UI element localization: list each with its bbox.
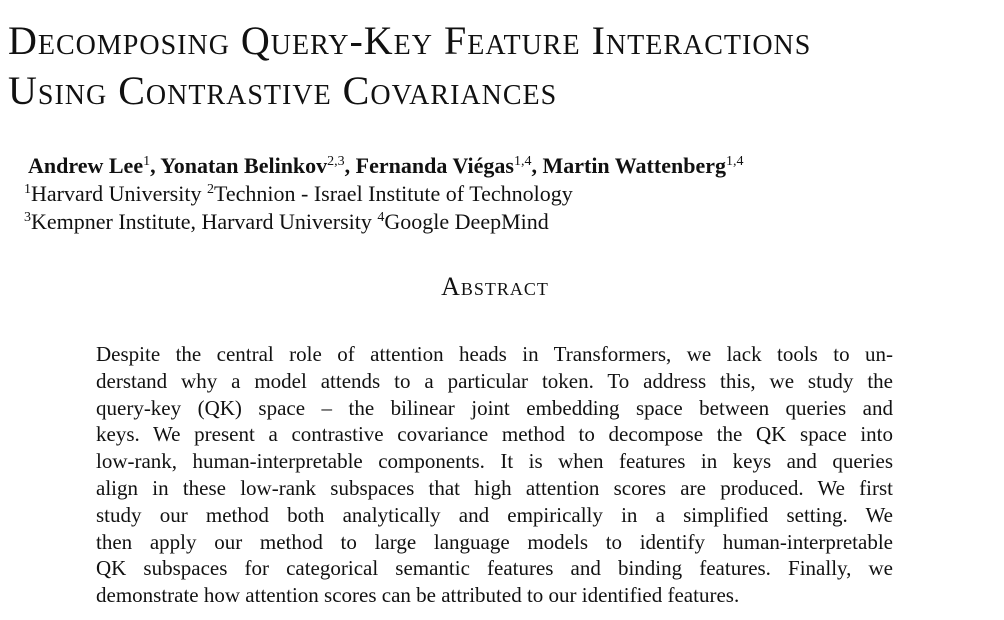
abstract-line: query-key (QK) space – the bilinear joint embedding space between queries and xyxy=(96,395,893,420)
abstract-body xyxy=(96,341,893,609)
abstract-line: then apply our method to large language models to identify human-interpretable xyxy=(96,529,893,554)
abstract-line: derstand why a model attends to a particular token. To address this, we study the xyxy=(96,368,893,393)
affiliation-number: 3 xyxy=(24,210,31,225)
affiliation-number: 4 xyxy=(377,210,385,225)
affiliation-name: Google DeepMind xyxy=(384,209,549,234)
abstract-line: demonstrate how attention scores can be attributed to our identified features. xyxy=(96,583,740,608)
abstract-line: Despite the central role of attention heads in Transformers, we lack tools to un- xyxy=(96,342,893,366)
abstract-line: keys. We present a contrastive covariance method to decompose the QK space into xyxy=(96,422,893,447)
affiliation-line xyxy=(24,208,549,236)
title-line: Decomposing Query-Key Feature Interactions xyxy=(8,18,812,63)
affiliation-number: 1 xyxy=(24,182,31,197)
abstract-line: study our method both analytically and empirically in a simplified setting. We xyxy=(96,502,893,527)
affiliation-number: 2 xyxy=(206,182,214,197)
author-affiliation-marker: 1,4 xyxy=(513,154,532,169)
affiliation-line xyxy=(24,180,573,208)
paper-title xyxy=(8,16,998,116)
author-separator: , xyxy=(344,153,356,178)
affiliation-name: Harvard University xyxy=(31,181,202,206)
author-name: Andrew Lee xyxy=(28,153,144,178)
abstract-heading: Abstract xyxy=(441,272,549,301)
author-affiliation-marker: 1 xyxy=(143,154,151,169)
author-list xyxy=(28,152,743,180)
author-name: Fernanda Viégas xyxy=(355,153,514,178)
abstract-line: align in these low-rank subspaces that high attention scores are produced. We first xyxy=(96,475,893,500)
affiliation-name: Kempner Institute, Harvard University xyxy=(31,209,372,234)
author-name: Martin Wattenberg xyxy=(542,153,726,178)
title-line: Using Contrastive Covariances xyxy=(8,68,558,113)
author-separator: , xyxy=(531,153,543,178)
author-affiliation-marker: 2,3 xyxy=(327,154,345,169)
abstract-line: QK subspaces for categorical semantic features and binding features. Finally, we xyxy=(96,556,893,581)
author-affiliation-marker: 1,4 xyxy=(725,154,744,169)
affiliation-name: Technion - Israel Institute of Technology xyxy=(213,181,573,206)
author-name: Yonatan Belinkov xyxy=(160,153,328,178)
abstract-line: low-rank, human-interpretable components. It is when features in keys and queries xyxy=(96,449,893,474)
author-separator: , xyxy=(150,153,161,178)
